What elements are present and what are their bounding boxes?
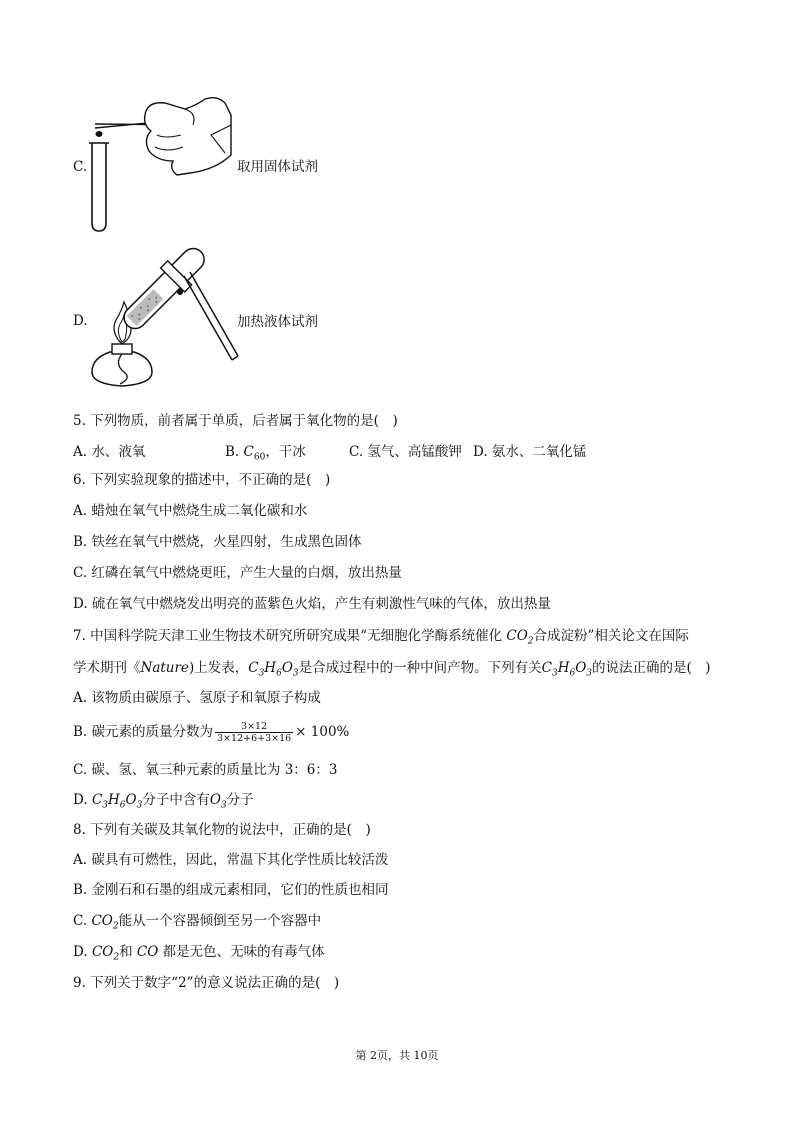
page-footer: 第 2页，共 10页	[355, 1049, 439, 1062]
q7-c3h6o3-formula-2: $C_3H_6O_3$	[541, 660, 593, 679]
q8-option-d-co2: $CO_2$	[91, 944, 120, 963]
q8-option-c	[73, 912, 321, 936]
q7-option-d-middle: 分子中含有	[142, 792, 210, 808]
q8-option-d-co: CO	[136, 944, 159, 960]
q7-option-d-o3: $O_3$	[209, 792, 227, 811]
q7-option-d-suffix: 分子	[226, 792, 254, 808]
q7-journal-name: Nature	[140, 660, 189, 676]
q7-stem-line2-end: 的说法正确的是( )	[592, 660, 711, 676]
figure-d-caption: 加热液体试剂	[237, 314, 318, 330]
q8-option-c-co2: $CO_2$	[91, 913, 119, 932]
q5-option-d: D. 氨水、二氧化锰	[473, 444, 587, 460]
q8-option-c-prefix: C.	[73, 913, 92, 929]
q8-option-d-prefix: D.	[73, 944, 92, 960]
q7-stem-line2	[73, 659, 711, 683]
q7-option-d-prefix: D.	[73, 792, 92, 808]
q7-stem-line2-published: )上发表，	[188, 660, 249, 676]
q7-option-d-molecule: $C_3H_6O_3$	[91, 792, 143, 811]
q7-c3h6o3-formula-1: $C_3H_6O_3$	[248, 660, 299, 679]
q7-option-b-prefix: B. 碳元素的质量分数为	[73, 724, 214, 740]
q6-option-b: B. 铁丝在氧气中燃烧，火星四射，生成黑色固体	[73, 534, 362, 550]
q6-option-d: D. 硫在氧气中燃烧发出明亮的蓝紫色火焰，产生有刺激性气味的气体，放出热量	[73, 596, 551, 612]
figure-c-label: C.	[73, 159, 88, 175]
q7-option-c: C. 碳、氢、氧三种元素的质量比为 3：6：3	[73, 762, 338, 778]
fraction-denominator: 3×12+6+3×16	[217, 733, 292, 744]
q7-option-b	[73, 718, 349, 746]
q6-stem: 6. 下列实验现象的描述中，不正确的是( )	[73, 472, 331, 488]
q5-option-b	[225, 440, 306, 463]
q5-option-a: A. 水、液氧	[73, 444, 146, 460]
q7-option-a: A. 该物质由碳原子、氢原子和氧原子构成	[73, 690, 321, 706]
q6-option-c: C. 红磷在氧气中燃烧更旺，产生大量的白烟，放出热量	[73, 565, 402, 581]
q8-option-c-suffix: 能从一个容器倾倒至另一个容器中	[118, 913, 322, 929]
q7-stem-line1-start: 7. 中国科学院天津工业生物技术研究所研究成果“无细胞化学酶系统催化	[73, 628, 503, 644]
q6-option-a: A. 蜡烛在氧气中燃烧生成二氧化碳和水	[73, 503, 308, 519]
q7-option-b-fraction	[215, 721, 293, 744]
q7-stem-line2-middle: 是合成过程中的一种中间产物。下列有关	[298, 660, 542, 676]
q7-co2-formula: $CO_2$	[506, 628, 534, 647]
figure-c-solid-reagent-illustration	[85, 95, 235, 235]
q7-option-d	[73, 791, 254, 815]
q8-stem: 8. 下列有关碳及其氧化物的说法中，正确的是( )	[73, 822, 371, 838]
q5-option-b-suffix: ，干冰	[265, 444, 306, 460]
fraction-numerator: 3×12	[215, 721, 293, 733]
figure-d-heat-liquid-illustration	[82, 232, 242, 397]
q5-option-b-subscript: 60	[253, 452, 266, 463]
q7-stem-line1-end: 合成淀粉”相关论文在国际	[533, 628, 689, 644]
figure-d-label: D.	[73, 313, 88, 329]
q8-option-d	[73, 943, 325, 967]
q5-stem: 5. 下列物质，前者属于单质，后者属于氧化物的是( )	[73, 413, 398, 429]
q8-option-d-and: 和	[119, 944, 133, 960]
q8-option-b: B. 金刚石和石墨的组成元素相同，它们的性质也相同	[73, 882, 389, 898]
q7-option-b-suffix: × 100%	[295, 724, 350, 740]
q5-option-b-prefix: B.	[225, 444, 244, 460]
q8-option-a: A. 碳具有可燃性，因此，常温下其化学性质比较活泼	[73, 852, 389, 868]
figure-c-caption: 取用固体试剂	[237, 159, 318, 175]
q9-stem: 9. 下列关于数字“2”的意义说法正确的是( )	[73, 975, 340, 991]
q7-stem-line1	[73, 627, 689, 651]
q7-stem-line2-start: 学术期刊《	[73, 660, 141, 676]
q5-option-c: C. 氢气、高锰酸钾	[349, 444, 462, 460]
q8-option-d-suffix: 都是无色、无味的有毒气体	[162, 944, 325, 960]
q5-option-b-formula: C	[243, 444, 254, 460]
